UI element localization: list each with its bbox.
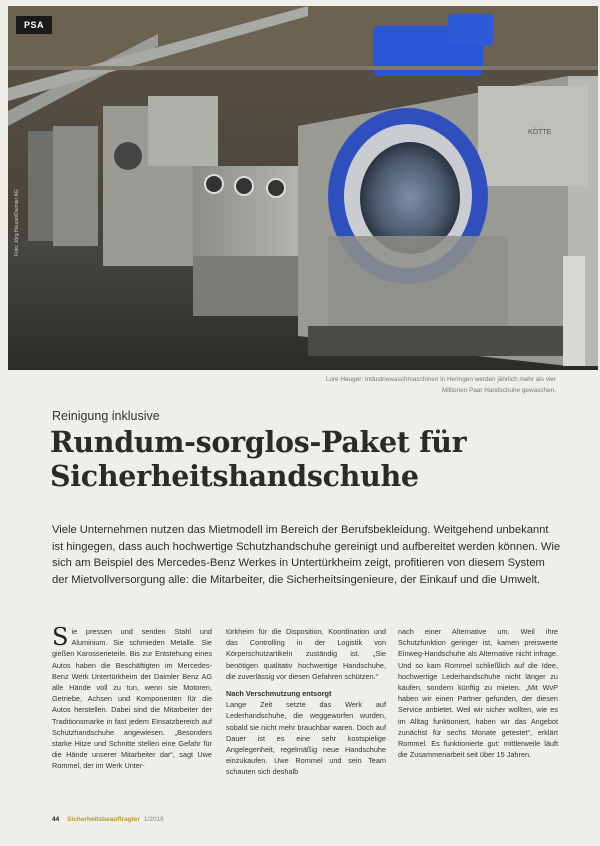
page-footer — [52, 816, 164, 823]
page-number: 44 — [52, 816, 60, 823]
magazine-name: Sicherheitsbeauftragter — [67, 816, 141, 823]
article-kicker: Reinigung inklusive — [52, 409, 160, 423]
body-column-3 — [398, 626, 558, 760]
photo-caption — [236, 374, 556, 396]
hero-photo — [8, 6, 598, 370]
brand-plate: KÖTTE — [528, 129, 552, 136]
body-column-2 — [226, 626, 386, 778]
article-headline — [50, 425, 570, 493]
article-lead: Viele Unternehmen nutzen das Mietmodell im Bereich der Berufsbekleidung. Weitgehend unbekannt ist hingegen, dass auch hochwertige Schutzhandschuhe gereinigt und aufbereitet werden können. Wie sich am Beispiel des Mercedes-Benz Werkes in Untertürkheim zeigt, profitieren von diesem System der Mietvollversorgung alle: die Mitarbeiter, die Sicherheitsingenieure, der Einkauf und die Umwelt. — [52, 524, 561, 586]
laundry-machines-illustration — [8, 6, 598, 370]
body-text-col3: nach einer Alternative um. Weil ihre Schutzfunktion geringer ist, kamen preiswerte Einweg-Handschuhe als Alternative nicht infrage. Und so kam Rommel schließlich auf die Idee, hochwertige Lederhandschuhe nicht länger zu kaufen, sondern künftig zu mieten. „Mit WvP haben wir einen Partner gefunden, der diesen Service anbietet. Weil wir sicher wollten, wie es im Alltag funktioniert, haben wir das Angebot zunächst für sechs Monate getestet“, erklärt Rommel. Es funktionierte gut: mittlerweile läuft die Zusammenarbeit seit über 15 Jahren. — [398, 627, 558, 760]
body-text-col1: ie pressen und senden Stahl und Aluminium. Sie schmieden Metalle. Sie gießen Karosserieteile. Bis zur Entstehung eines Autos haben die Beschäftigten im Mercedes-Benz Werk Untertürkheim der Daimler Benz AG alle Hände voll zu tun, wenn sie Motoren, Getriebe, Achsen und Komponenten für die Autos herstellen. Dabei sind die Mitarbeiter der Traditionsmarke in fast jedem Einsatzbereich auf Schutzhandschuhe angewiesen. „Besonders starke Hitze und Schnitte stellen eine Gefahr für die Hände unserer Mitarbeiter dar“, sagt Uwe Rommel, der im Werk Unter- — [52, 627, 212, 771]
caption-line-1: Lore Heuger: Industriewaschmaschinen in Heringen werden jährlich mehr als vier — [325, 376, 556, 383]
headline-line-1: Rundum-sorglos-Paket für — [50, 425, 467, 459]
body-text-col2-cont: Lange Zeit setzte das Werk auf Lederhandschuhe, die weggeworfen wurden, sobald sie nicht mehr brauchbar waren. Doch auf Dauer ist es eine sehr kostspielige Angelegenheit, regelmäßig neue Handschuhe einzukaufen. Uwe Rommel und sein Team schauten sich deshalb — [226, 700, 386, 777]
headline-line-2: Sicherheitshandschuhe — [50, 459, 419, 493]
caption-line-2: Millionen Paar Handschuhe gewaschen. — [441, 387, 556, 394]
drop-cap: S — [52, 623, 69, 651]
section-subhead: Nach Verschmutzung entsorgt — [226, 689, 332, 699]
section-tag: PSA — [16, 16, 52, 34]
issue-number: 1/2016 — [143, 816, 164, 823]
body-column-1 — [52, 623, 212, 772]
body-text-col2: türkheim für die Disposition, Koordination und das Controlling in der Logistik von Körperschutzartikeln zuständig ist. „Sie benötigen qualitativ hochwertige Handschuhe, die zuverlässig vor diesen Gefahren schützen.“ — [226, 627, 386, 681]
photo-credit: Foto: Jörg Heupel/Daimler AG — [14, 189, 20, 256]
